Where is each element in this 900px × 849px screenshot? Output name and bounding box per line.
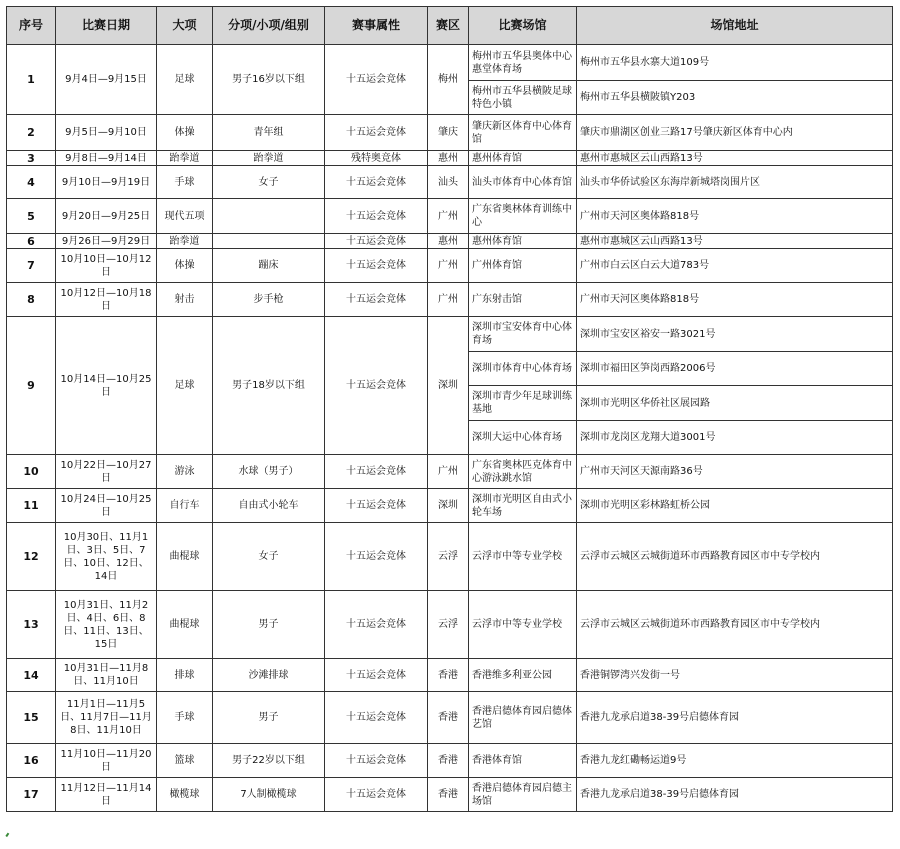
table-row [7, 591, 893, 659]
venue-address: 云浮市云城区云城街道环市西路教育园区市中专学校内 [577, 523, 893, 591]
match-date: 10月10日—10月12日 [56, 249, 157, 283]
zone-name: 惠州 [428, 234, 469, 249]
event-name: 步手枪 [213, 283, 325, 317]
event-type: 十五运会竞体 [325, 591, 428, 659]
event-type: 十五运会竞体 [325, 659, 428, 692]
venue-address: 香港九龙红磡畅运道9号 [577, 744, 893, 778]
zone-name: 肇庆 [428, 115, 469, 151]
row-number: 4 [7, 166, 56, 199]
event-type: 十五运会竞体 [325, 249, 428, 283]
match-date: 9月8日—9月14日 [56, 151, 157, 166]
match-date: 9月4日—9月15日 [56, 45, 157, 115]
event-name: 蹦床 [213, 249, 325, 283]
venue-address: 惠州市惠城区云山西路13号 [577, 234, 893, 249]
row-number: 12 [7, 523, 56, 591]
table-row [7, 115, 893, 151]
venue-address: 广州市天河区奥体路818号 [577, 283, 893, 317]
zone-name: 广州 [428, 455, 469, 489]
event-type: 十五运会竞体 [325, 523, 428, 591]
event-type: 十五运会竞体 [325, 234, 428, 249]
venue-address: 惠州市惠城区云山西路13号 [577, 151, 893, 166]
event-name: 7人制橄榄球 [213, 778, 325, 812]
venue-name: 深圳市光明区自由式小轮车场 [469, 489, 577, 523]
sport-name: 体操 [157, 249, 213, 283]
match-date: 10月12日—10月18日 [56, 283, 157, 317]
table-row [7, 151, 893, 166]
event-type: 十五运会竞体 [325, 45, 428, 115]
row-number: 14 [7, 659, 56, 692]
header-row [7, 7, 893, 45]
venue-address: 深圳市龙岗区龙翔大道3001号 [577, 421, 893, 455]
row-number: 7 [7, 249, 56, 283]
zone-name: 香港 [428, 692, 469, 744]
venue-address: 云浮市云城区云城街道环市西路教育园区市中专学校内 [577, 591, 893, 659]
venue-address: 广州市天河区天源南路36号 [577, 455, 893, 489]
event-name: 男子 [213, 692, 325, 744]
venue-name: 深圳市体育中心体育场 [469, 352, 577, 386]
venue-address: 深圳市光明区彩林路虹桥公园 [577, 489, 893, 523]
zone-name: 香港 [428, 659, 469, 692]
match-date: 10月30日、11月1日、3日、5日、7日、10日、12日、14日 [56, 523, 157, 591]
venue-name: 云浮市中等专业学校 [469, 591, 577, 659]
table-row [7, 283, 893, 317]
zone-name: 香港 [428, 778, 469, 812]
sport-name: 自行车 [157, 489, 213, 523]
row-number: 10 [7, 455, 56, 489]
event-type: 十五运会竞体 [325, 778, 428, 812]
venue-name: 广东省奥林匹克体育中心游泳跳水馆 [469, 455, 577, 489]
match-date: 10月31日—11月8日、11月10日 [56, 659, 157, 692]
sport-name: 曲棍球 [157, 523, 213, 591]
venue-address: 深圳市光明区华侨社区展园路 [577, 386, 893, 421]
table-row [7, 45, 893, 81]
venue-name: 深圳市青少年足球训练基地 [469, 386, 577, 421]
event-type: 残特奥竞体 [325, 151, 428, 166]
header-no: 序号 [7, 7, 56, 45]
zone-name: 惠州 [428, 151, 469, 166]
row-number: 9 [7, 317, 56, 455]
venue-address: 深圳市福田区笋岗西路2006号 [577, 352, 893, 386]
table-row [7, 234, 893, 249]
row-number: 2 [7, 115, 56, 151]
sport-name: 橄榄球 [157, 778, 213, 812]
venue-name: 广州体育馆 [469, 249, 577, 283]
match-date: 9月5日—9月10日 [56, 115, 157, 151]
venue-address: 深圳市宝安区裕安一路3021号 [577, 317, 893, 352]
zone-name: 深圳 [428, 489, 469, 523]
match-date: 9月20日—9月25日 [56, 199, 157, 234]
match-date: 10月24日—10月25日 [56, 489, 157, 523]
table-row [7, 317, 893, 352]
row-number: 15 [7, 692, 56, 744]
venue-name: 汕头市体育中心体育馆 [469, 166, 577, 199]
event-name: 男子 [213, 591, 325, 659]
sport-name: 体操 [157, 115, 213, 151]
header-type: 赛事属性 [325, 7, 428, 45]
venue-name: 香港维多利亚公园 [469, 659, 577, 692]
header-event: 分项/小项/组别 [213, 7, 325, 45]
table-row [7, 778, 893, 812]
venue-name: 惠州体育馆 [469, 234, 577, 249]
venue-name: 深圳市宝安体育中心体育场 [469, 317, 577, 352]
event-name: 跆拳道 [213, 151, 325, 166]
venue-name: 惠州体育馆 [469, 151, 577, 166]
venue-name: 肇庆新区体育中心体育馆 [469, 115, 577, 151]
zone-name: 香港 [428, 744, 469, 778]
sport-name: 跆拳道 [157, 151, 213, 166]
zone-name: 深圳 [428, 317, 469, 455]
match-date: 10月31日、11月2日、4日、6日、8日、11日、13日、15日 [56, 591, 157, 659]
zone-name: 汕头 [428, 166, 469, 199]
event-name: 沙滩排球 [213, 659, 325, 692]
event-type: 十五运会竞体 [325, 317, 428, 455]
sport-name: 游泳 [157, 455, 213, 489]
corner-mark [5, 833, 12, 840]
venue-name: 香港启德体育园启德主场馆 [469, 778, 577, 812]
sport-name: 篮球 [157, 744, 213, 778]
zone-name: 广州 [428, 249, 469, 283]
sport-name: 曲棍球 [157, 591, 213, 659]
venue-address: 广州市天河区奥体路818号 [577, 199, 893, 234]
table-row [7, 523, 893, 591]
table-row [7, 744, 893, 778]
sport-name: 足球 [157, 317, 213, 455]
event-type: 十五运会竞体 [325, 283, 428, 317]
match-date: 11月1日—11月5日、11月7日—11月8日、11月10日 [56, 692, 157, 744]
event-name: 男子16岁以下组 [213, 45, 325, 115]
venue-address: 广州市白云区白云大道783号 [577, 249, 893, 283]
sport-name: 足球 [157, 45, 213, 115]
sport-name: 排球 [157, 659, 213, 692]
venue-name: 梅州市五华县奥体中心惠堂体育场 [469, 45, 577, 81]
table-row [7, 659, 893, 692]
table-row [7, 199, 893, 234]
table-row [7, 692, 893, 744]
venue-address: 香港铜锣湾兴发街一号 [577, 659, 893, 692]
zone-name: 广州 [428, 283, 469, 317]
match-date: 9月10日—9月19日 [56, 166, 157, 199]
sport-name: 手球 [157, 692, 213, 744]
sport-name: 射击 [157, 283, 213, 317]
header-address: 场馆地址 [577, 7, 893, 45]
match-date: 9月26日—9月29日 [56, 234, 157, 249]
venue-address: 香港九龙承启道38-39号启德体育园 [577, 778, 893, 812]
header-sport: 大项 [157, 7, 213, 45]
venue-name: 广东射击馆 [469, 283, 577, 317]
match-date: 11月10日—11月20日 [56, 744, 157, 778]
event-type: 十五运会竞体 [325, 489, 428, 523]
event-type: 十五运会竞体 [325, 455, 428, 489]
event-type: 十五运会竞体 [325, 199, 428, 234]
venue-name: 梅州市五华县横陂足球特色小镇 [469, 81, 577, 115]
row-number: 17 [7, 778, 56, 812]
event-name: 男子22岁以下组 [213, 744, 325, 778]
match-date: 10月22日—10月27日 [56, 455, 157, 489]
venue-address: 汕头市华侨试验区东海岸新城塔岗围片区 [577, 166, 893, 199]
table-row [7, 489, 893, 523]
sport-name: 现代五项 [157, 199, 213, 234]
row-number: 8 [7, 283, 56, 317]
event-type: 十五运会竞体 [325, 744, 428, 778]
event-type: 十五运会竞体 [325, 692, 428, 744]
zone-name: 云浮 [428, 591, 469, 659]
zone-name: 广州 [428, 199, 469, 234]
zone-name: 梅州 [428, 45, 469, 115]
venue-name: 云浮市中等专业学校 [469, 523, 577, 591]
table-row [7, 166, 893, 199]
table-row [7, 455, 893, 489]
row-number: 13 [7, 591, 56, 659]
venue-name: 香港启德体育园启德体艺馆 [469, 692, 577, 744]
zone-name: 云浮 [428, 523, 469, 591]
header-date: 比赛日期 [56, 7, 157, 45]
event-type: 十五运会竞体 [325, 115, 428, 151]
sport-name: 手球 [157, 166, 213, 199]
row-number: 3 [7, 151, 56, 166]
venue-name: 香港体育馆 [469, 744, 577, 778]
header-zone: 赛区 [428, 7, 469, 45]
match-date: 10月14日—10月25日 [56, 317, 157, 455]
row-number: 16 [7, 744, 56, 778]
event-name: 青年组 [213, 115, 325, 151]
event-name: 男子18岁以下组 [213, 317, 325, 455]
row-number: 6 [7, 234, 56, 249]
event-name [213, 234, 325, 249]
row-number: 5 [7, 199, 56, 234]
venue-address: 梅州市五华县水寨大道109号 [577, 45, 893, 81]
venue-address: 香港九龙承启道38-39号启德体育园 [577, 692, 893, 744]
row-number: 11 [7, 489, 56, 523]
event-name: 水球（男子） [213, 455, 325, 489]
event-name [213, 199, 325, 234]
venue-name: 深圳大运中心体育场 [469, 421, 577, 455]
event-type: 十五运会竞体 [325, 166, 428, 199]
venue-name: 广东省奥林体育训练中心 [469, 199, 577, 234]
sport-name: 跆拳道 [157, 234, 213, 249]
match-date: 11月12日—11月14日 [56, 778, 157, 812]
event-name: 女子 [213, 523, 325, 591]
venue-address: 肇庆市鼎湖区创业三路17号肇庆新区体育中心内 [577, 115, 893, 151]
event-name: 自由式小轮车 [213, 489, 325, 523]
venue-address: 梅州市五华县横陂镇Y203 [577, 81, 893, 115]
table-body [7, 45, 893, 812]
event-name: 女子 [213, 166, 325, 199]
row-number: 1 [7, 45, 56, 115]
header-venue: 比赛场馆 [469, 7, 577, 45]
competition-schedule-table [6, 6, 893, 812]
table-row [7, 249, 893, 283]
